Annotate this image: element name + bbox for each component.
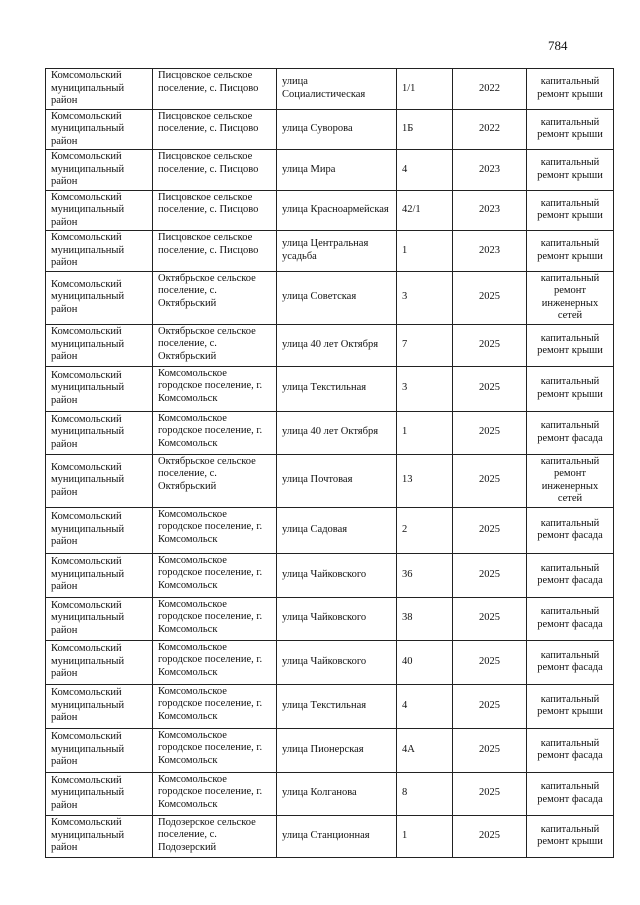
street-cell: улица Садовая bbox=[277, 507, 397, 553]
year-cell: 2025 bbox=[453, 772, 527, 815]
street-cell: улица Колганова bbox=[277, 772, 397, 815]
year-cell: 2022 bbox=[453, 109, 527, 150]
work-type-cell: капитальный ремонт крыши bbox=[527, 231, 614, 272]
street-cell: улица Центральная усадьба bbox=[277, 231, 397, 272]
work-type-cell: капитальный ремонт крыши bbox=[527, 815, 614, 857]
work-type-cell: капитальный ремонт крыши bbox=[527, 109, 614, 150]
work-type-cell: капитальный ремонт крыши bbox=[527, 150, 614, 191]
year-cell: 2025 bbox=[453, 324, 527, 366]
settlement-cell: Октябрьское сельское поселение, с. Октябрьский bbox=[153, 324, 277, 366]
work-type-cell: капитальный ремонт фасада bbox=[527, 728, 614, 772]
settlement-cell: Комсомольское городское поселение, г. Комсомольск bbox=[153, 728, 277, 772]
table-row bbox=[46, 684, 614, 728]
house-number-cell: 3 bbox=[397, 366, 453, 411]
district-cell: Комсомольский муниципальный район bbox=[46, 507, 153, 553]
year-cell: 2023 bbox=[453, 231, 527, 272]
settlement-cell: Комсомольское городское поселение, г. Комсомольск bbox=[153, 772, 277, 815]
district-cell: Комсомольский муниципальный район bbox=[46, 324, 153, 366]
district-cell: Комсомольский муниципальный район bbox=[46, 772, 153, 815]
settlement-cell: Комсомольское городское поселение, г. Комсомольск bbox=[153, 597, 277, 640]
table-row bbox=[46, 109, 614, 150]
table-row bbox=[46, 454, 614, 507]
table-row bbox=[46, 772, 614, 815]
table-row bbox=[46, 231, 614, 272]
year-cell: 2025 bbox=[453, 728, 527, 772]
settlement-cell: Комсомольское городское поселение, г. Комсомольск bbox=[153, 684, 277, 728]
house-number-cell: 1/1 bbox=[397, 69, 453, 110]
work-type-cell: капитальный ремонт инженерных сетей bbox=[527, 271, 614, 324]
house-number-cell: 36 bbox=[397, 553, 453, 597]
house-number-cell: 13 bbox=[397, 454, 453, 507]
district-cell: Комсомольский муниципальный район bbox=[46, 366, 153, 411]
table-row bbox=[46, 728, 614, 772]
district-cell: Комсомольский муниципальный район bbox=[46, 69, 153, 110]
house-number-cell: 4 bbox=[397, 684, 453, 728]
table-row bbox=[46, 411, 614, 454]
district-cell: Комсомольский муниципальный район bbox=[46, 150, 153, 191]
district-cell: Комсомольский муниципальный район bbox=[46, 597, 153, 640]
house-number-cell: 4 bbox=[397, 150, 453, 191]
house-number-cell: 1 bbox=[397, 231, 453, 272]
year-cell: 2025 bbox=[453, 815, 527, 857]
table-row bbox=[46, 640, 614, 684]
settlement-cell: Комсомольское городское поселение, г. Комсомольск bbox=[153, 366, 277, 411]
work-type-cell: капитальный ремонт фасада bbox=[527, 597, 614, 640]
district-cell: Комсомольский муниципальный район bbox=[46, 454, 153, 507]
table-row bbox=[46, 597, 614, 640]
district-cell: Комсомольский муниципальный район bbox=[46, 109, 153, 150]
street-cell: улица Чайковского bbox=[277, 640, 397, 684]
house-number-cell: 1 bbox=[397, 411, 453, 454]
settlement-cell: Комсомольское городское поселение, г. Комсомольск bbox=[153, 640, 277, 684]
page-number: 784 bbox=[548, 38, 568, 53]
street-cell: улица Текстильная bbox=[277, 366, 397, 411]
year-cell: 2025 bbox=[453, 507, 527, 553]
house-number-cell: 42/1 bbox=[397, 190, 453, 231]
house-number-cell: 1Б bbox=[397, 109, 453, 150]
work-type-cell: капитальный ремонт инженерных сетей bbox=[527, 454, 614, 507]
settlement-cell: Писцовское сельское поселение, с. Писцово bbox=[153, 190, 277, 231]
year-cell: 2025 bbox=[453, 684, 527, 728]
street-cell: улица Мира bbox=[277, 150, 397, 191]
year-cell: 2025 bbox=[453, 271, 527, 324]
street-cell: улица 40 лет Октября bbox=[277, 324, 397, 366]
settlement-cell: Писцовское сельское поселение, с. Писцово bbox=[153, 109, 277, 150]
street-cell: улица Красноармейская bbox=[277, 190, 397, 231]
house-number-cell: 1 bbox=[397, 815, 453, 857]
district-cell: Комсомольский муниципальный район bbox=[46, 271, 153, 324]
table-row bbox=[46, 507, 614, 553]
settlement-cell: Писцовское сельское поселение, с. Писцово bbox=[153, 150, 277, 191]
year-cell: 2025 bbox=[453, 597, 527, 640]
settlement-cell: Писцовское сельское поселение, с. Писцово bbox=[153, 69, 277, 110]
work-type-cell: капитальный ремонт фасада bbox=[527, 640, 614, 684]
street-cell: улица Почтовая bbox=[277, 454, 397, 507]
table-row bbox=[46, 324, 614, 366]
work-type-cell: капитальный ремонт фасада bbox=[527, 507, 614, 553]
year-cell: 2025 bbox=[453, 411, 527, 454]
work-type-cell: капитальный ремонт крыши bbox=[527, 69, 614, 110]
street-cell: улица Социалистическая bbox=[277, 69, 397, 110]
house-number-cell: 3 bbox=[397, 271, 453, 324]
district-cell: Комсомольский муниципальный район bbox=[46, 640, 153, 684]
work-type-cell: капитальный ремонт фасада bbox=[527, 553, 614, 597]
street-cell: улица Станционная bbox=[277, 815, 397, 857]
district-cell: Комсомольский муниципальный район bbox=[46, 411, 153, 454]
settlement-cell: Подозерское сельское поселение, с. Подозерский bbox=[153, 815, 277, 857]
work-type-cell: капитальный ремонт фасада bbox=[527, 772, 614, 815]
table-row bbox=[46, 150, 614, 191]
settlement-cell: Писцовское сельское поселение, с. Писцово bbox=[153, 231, 277, 272]
house-number-cell: 4А bbox=[397, 728, 453, 772]
year-cell: 2025 bbox=[453, 640, 527, 684]
district-cell: Комсомольский муниципальный район bbox=[46, 728, 153, 772]
settlement-cell: Комсомольское городское поселение, г. Комсомольск bbox=[153, 507, 277, 553]
street-cell: улица Советская bbox=[277, 271, 397, 324]
house-number-cell: 7 bbox=[397, 324, 453, 366]
street-cell: улица 40 лет Октября bbox=[277, 411, 397, 454]
street-cell: улица Чайковского bbox=[277, 553, 397, 597]
table-row bbox=[46, 69, 614, 110]
district-cell: Комсомольский муниципальный район bbox=[46, 815, 153, 857]
district-cell: Комсомольский муниципальный район bbox=[46, 684, 153, 728]
street-cell: улица Пионерская bbox=[277, 728, 397, 772]
house-number-cell: 38 bbox=[397, 597, 453, 640]
year-cell: 2025 bbox=[453, 454, 527, 507]
settlement-cell: Комсомольское городское поселение, г. Комсомольск bbox=[153, 411, 277, 454]
table-row bbox=[46, 271, 614, 324]
house-number-cell: 8 bbox=[397, 772, 453, 815]
year-cell: 2022 bbox=[453, 69, 527, 110]
year-cell: 2023 bbox=[453, 150, 527, 191]
work-type-cell: капитальный ремонт крыши bbox=[527, 684, 614, 728]
table-row bbox=[46, 815, 614, 857]
settlement-cell: Октябрьское сельское поселение, с. Октябрьский bbox=[153, 454, 277, 507]
settlement-cell: Октябрьское сельское поселение, с. Октябрьский bbox=[153, 271, 277, 324]
work-type-cell: капитальный ремонт крыши bbox=[527, 366, 614, 411]
year-cell: 2023 bbox=[453, 190, 527, 231]
table-row bbox=[46, 366, 614, 411]
work-type-cell: капитальный ремонт фасада bbox=[527, 411, 614, 454]
street-cell: улица Чайковского bbox=[277, 597, 397, 640]
house-number-cell: 40 bbox=[397, 640, 453, 684]
settlement-cell: Комсомольское городское поселение, г. Комсомольск bbox=[153, 553, 277, 597]
table-row bbox=[46, 553, 614, 597]
district-cell: Комсомольский муниципальный район bbox=[46, 190, 153, 231]
year-cell: 2025 bbox=[453, 553, 527, 597]
year-cell: 2025 bbox=[453, 366, 527, 411]
street-cell: улица Текстильная bbox=[277, 684, 397, 728]
street-cell: улица Суворова bbox=[277, 109, 397, 150]
district-cell: Комсомольский муниципальный район bbox=[46, 553, 153, 597]
table-row bbox=[46, 190, 614, 231]
district-cell: Комсомольский муниципальный район bbox=[46, 231, 153, 272]
work-type-cell: капитальный ремонт крыши bbox=[527, 324, 614, 366]
buildings-table bbox=[45, 68, 614, 858]
house-number-cell: 2 bbox=[397, 507, 453, 553]
work-type-cell: капитальный ремонт крыши bbox=[527, 190, 614, 231]
